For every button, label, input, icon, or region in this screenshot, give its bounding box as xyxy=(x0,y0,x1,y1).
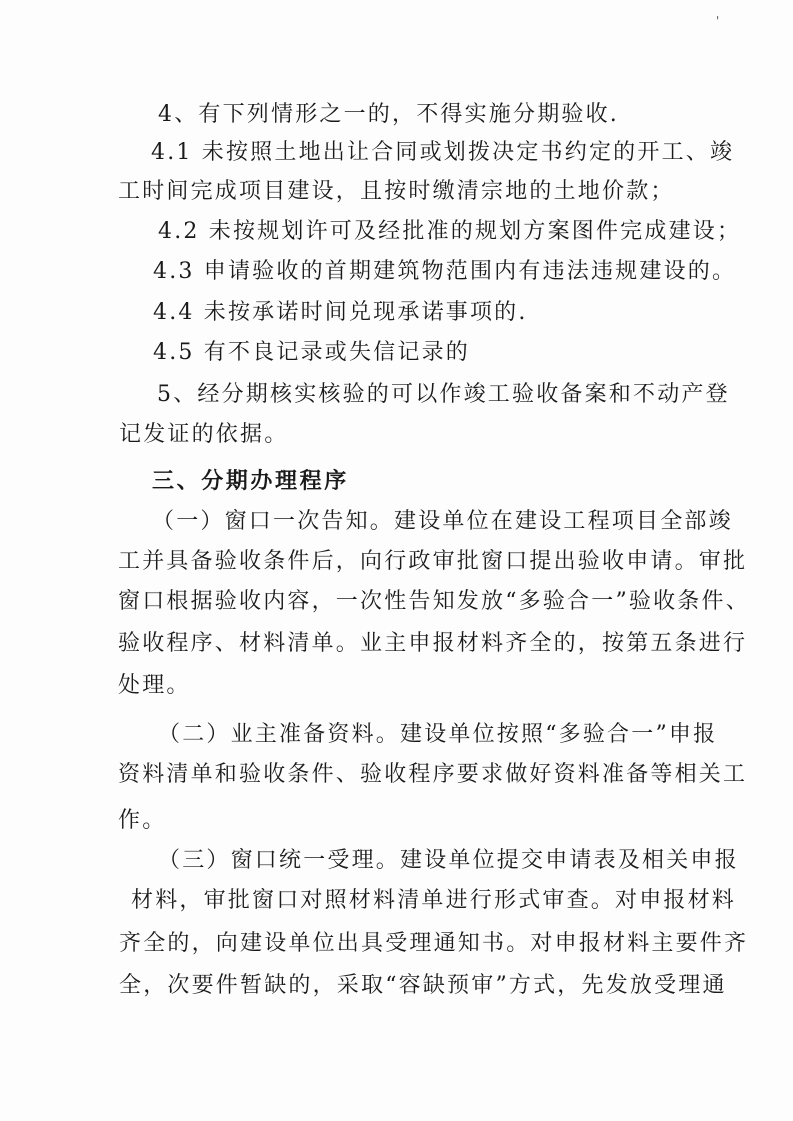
text-line: 窗口根据验收内容，一次性告知发放“多验合一”验收条件、 xyxy=(118,589,750,614)
text-line: 记发证的依据。 xyxy=(119,422,289,447)
text-line: 工并具备验收条件后，向行政审批窗口提出验收申请。审批 xyxy=(118,549,748,574)
text-line: （一）窗口一次告知。建设单位在建设工程项目全部竣 xyxy=(152,509,733,534)
text-line: 材料，审批窗口对照材料清单进行形式审查。对申报材料 xyxy=(131,888,737,913)
corner-mark: ' xyxy=(716,14,720,28)
text-line: 资料清单和验收条件、验收程序要求做好资料准备等相关工 xyxy=(118,762,748,787)
text-line: （三）窗口统一受理。建设单位提交申请表及相关申报 xyxy=(158,848,739,873)
text-line: 4.4 未按承诺时间兑现承诺事项的. xyxy=(153,300,528,325)
text-line: 4.2 未按规划许可及经批准的规划方案图件完成建设； xyxy=(158,219,742,244)
section-heading: 三、分期办理程序 xyxy=(152,469,349,494)
text-line: 工时间完成项目建设，且按时缴清宗地的土地价款； xyxy=(118,179,675,204)
text-line: 4.5 有不良记录或失信记录的 xyxy=(153,340,470,365)
text-line: （二）业主准备资料。建设单位按照“多验合一”申报 xyxy=(158,722,718,747)
text-line: 全，次要件暂缺的，采取“容缺预审”方式，先发放受理通 xyxy=(119,973,727,998)
text-line: 作。 xyxy=(118,808,167,833)
text-line: 4.1 未按照土地出让合同或划拨决定书约定的开工、竣 xyxy=(151,140,735,165)
text-line: 验收程序、材料清单。业主申报材料齐全的，按第五条进行 xyxy=(118,631,748,656)
text-line: 5、经分期核实核验的可以作竣工验收备案和不动产登 xyxy=(157,382,730,407)
text-line: 4.3 申请验收的首期建筑物范围内有违法违规建设的。 xyxy=(153,259,737,284)
text-line: 齐全的，向建设单位出具受理通知书。对申报材料主要件齐 xyxy=(119,931,749,956)
text-line: 4、有下列情形之一的，不得实施分期验收. xyxy=(158,102,619,127)
text-line: 处理。 xyxy=(118,673,191,698)
